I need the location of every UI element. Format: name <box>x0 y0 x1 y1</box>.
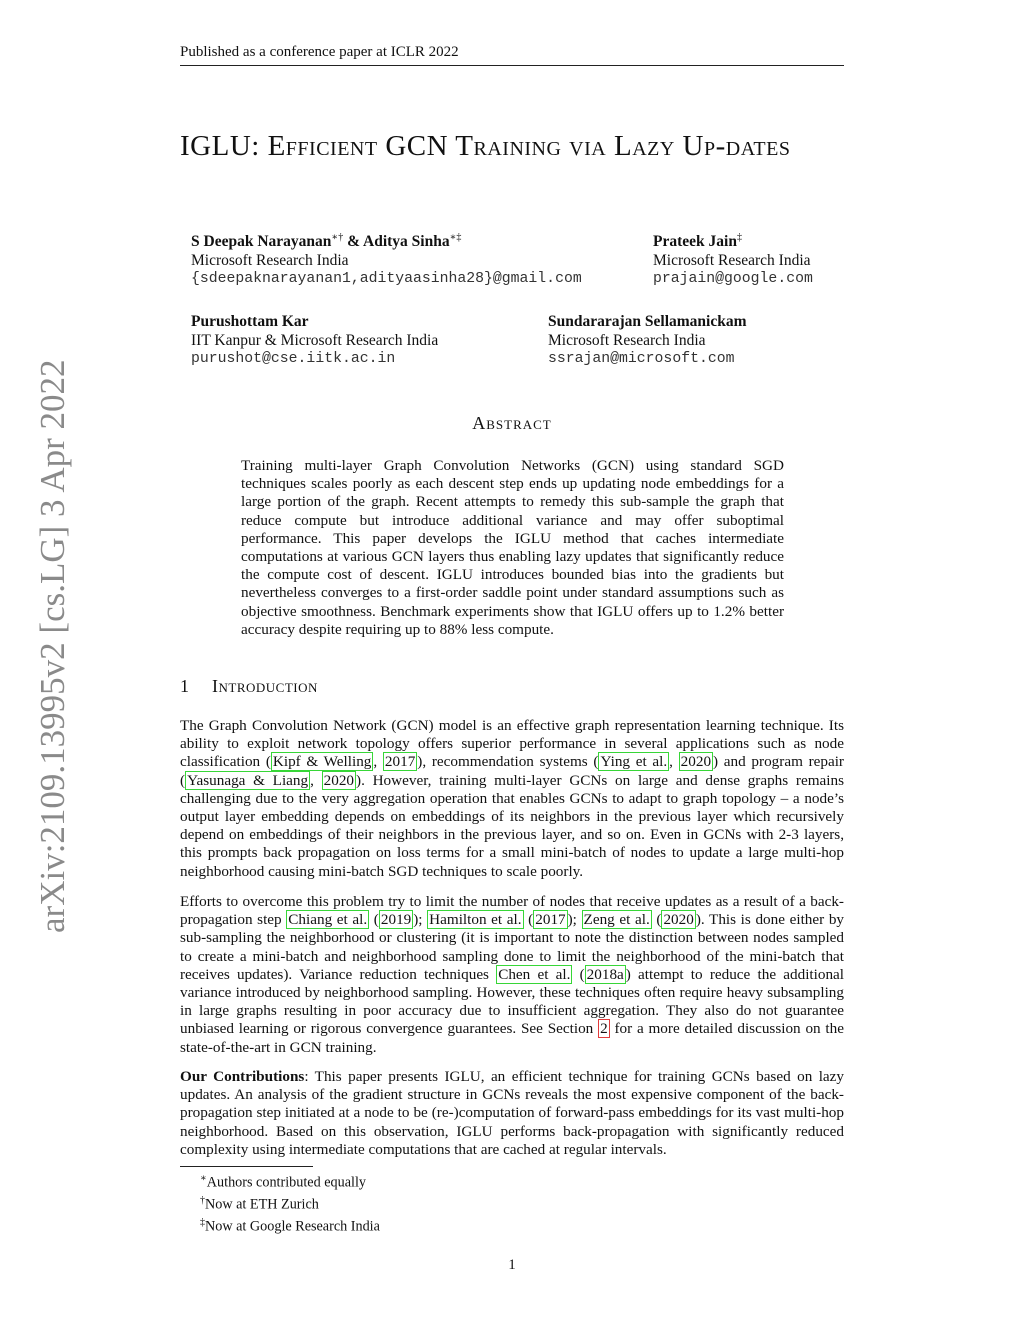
author-email[interactable]: prajain@google.com <box>653 271 813 288</box>
footnote-mark: ∗ <box>200 1173 207 1184</box>
text: ). However, training multi-layer GCNs on large and dense graphs remains challenging due to the very aggregation operation that enables GCNs to adapt to graph topology – a node’s output layer embedding depends on embeddings of its neighbors in the previous layer which recursively depend on embeddings of their neighbors in the previous layer, and so on. Even in GCNs with 2-3 layers, this prompts back propagation on loss terms for a small mini-batch of nodes to update a large multi-hop neighborhood causing mini-batch SGD techniques to scale poorly. <box>180 771 844 880</box>
author-mark: ∗† <box>331 232 344 243</box>
text: ( <box>651 911 662 929</box>
footnotes <box>200 1170 380 1237</box>
author-name: Prateek Jain <box>653 233 737 251</box>
text: ); <box>413 911 428 929</box>
abstract-body: Training multi-layer Graph Convolution Networks (GCN) using standard SGD techniques scales poorly as each descent step ends up updating node embeddings for a large portion of the graph. Recent attempts to remedy this sub-sample the graph that reduce compute but introduce additional variance and may offer suboptimal performance. This paper develops the IGLU method that caches intermediate computations at various GCN layers thus enabling lazy updates that significantly reduce the compute cost of descent. IGLU introduces bounded bias into the gradients but nevertheless converges to a first-order saddle point under standard assumptions such as objective smoothness. Benchmark experiments show that IGLU offers up to 1.2% better accuracy despite requiring up to 88% less compute. <box>241 457 784 638</box>
section-title: Introduction <box>212 676 318 696</box>
footnote <box>200 1214 380 1236</box>
running-header: Published as a conference paper at ICLR 2022 <box>180 44 459 60</box>
author-joiner: & <box>343 233 363 251</box>
author-name: Aditya Sinha <box>363 233 450 251</box>
author-block-1 <box>191 228 582 289</box>
footnote-mark: † <box>200 1195 205 1207</box>
citation-link[interactable]: Chiang et al. <box>288 911 368 929</box>
author-block-2 <box>653 228 813 289</box>
footnote-text: Authors contributed equally <box>206 1174 366 1191</box>
citation-link[interactable]: Hamilton et al. <box>429 911 522 929</box>
arxiv-stamp: arXiv:2109.13995v2 [cs.LG] 3 Apr 2022 <box>33 359 72 933</box>
author-mark: ‡ <box>736 232 742 243</box>
text: Efforts to overcome this problem try to limit the number of nodes that receive updates as a result of a back-propagation step <box>180 893 844 929</box>
intro-paragraph-3 <box>180 1068 844 1159</box>
text: : This paper presents IGLU, an efficient technique for training GCNs based on lazy updates. An analysis of the gradient structure in GCNs reveals the most expensive component of the back-propagation step initiated at a node to be (re-)computation of forward-pass embeddings for its vast multi-hop neighborhood. Based on this observation, IGLU performs back-propagation with significantly reduced complexity using intermediate computations that are cached at regular intervals. <box>180 1068 845 1158</box>
text: ( <box>369 911 379 929</box>
author-affiliation: Microsoft Research India <box>548 332 706 349</box>
text: , <box>373 753 383 771</box>
citation-link[interactable]: 2019 <box>380 911 412 929</box>
citation-link[interactable]: Chen et al. <box>498 965 571 983</box>
text: ) and program repair ( <box>180 753 844 789</box>
text: ( <box>572 965 585 983</box>
contributions-lead: Our Contributions <box>180 1068 305 1085</box>
citation-link[interactable]: Zeng et al. <box>583 911 650 929</box>
author-block-4 <box>548 312 747 369</box>
text: , <box>310 771 322 789</box>
citation-link[interactable]: 2020 <box>680 753 712 771</box>
citation-link[interactable]: 2020 <box>323 771 355 789</box>
title-prefix: IGLU: <box>180 130 268 162</box>
text: , <box>669 753 679 771</box>
author-email[interactable]: {sdeepaknarayanan1,adityaasinha28}@gmail.com <box>191 271 582 288</box>
text: ). This is done either by sub-sampling the neighborhood or clustering (it is important to note the distinction between nodes sampled to create a mini-batch and neighborhood sampling done to limit the neighborhood of the mini-batch that receives updates). Variance reduction techniques <box>180 911 845 983</box>
section-number: 1 <box>180 676 190 696</box>
title-rest: Efficient GCN Training via Lazy Up-dates <box>267 130 791 162</box>
text: The Graph Convolution Network (GCN) model is an effective graph representation learning technique. Its ability to exploit network topology offers superior performance in several applications such as node classification ( <box>180 717 844 771</box>
citation-link[interactable]: 2020 <box>663 911 694 929</box>
author-mark: ∗‡ <box>449 232 462 243</box>
paper-title <box>180 128 852 164</box>
citation-link[interactable]: Ying et al. <box>600 753 668 771</box>
footnote-text: Now at Google Research India <box>205 1219 380 1236</box>
author-name: Sundararajan Sellamanickam <box>548 313 747 330</box>
citation-link[interactable]: 2017 <box>384 753 416 771</box>
citation-link[interactable]: 2017 <box>535 911 566 929</box>
citation-link[interactable]: Kipf & Welling <box>272 753 372 771</box>
header-rule <box>180 65 844 66</box>
citation-link[interactable]: 2018a <box>586 965 624 983</box>
author-affiliation: Microsoft Research India <box>191 252 349 270</box>
text: ), recommendation systems ( <box>417 753 599 771</box>
author-name: Purushottam Kar <box>191 313 309 330</box>
author-affiliation: Microsoft Research India <box>653 252 811 270</box>
abstract-heading: Abstract <box>472 413 552 433</box>
text: for a more detailed discussion on the state-of-the-art in GCN training. <box>180 1020 844 1056</box>
section-heading <box>180 676 844 697</box>
intro-paragraph-1 <box>180 717 844 881</box>
author-email[interactable]: ssrajan@microsoft.com <box>548 351 735 367</box>
footnote-text: Now at ETH Zurich <box>205 1196 319 1213</box>
author-affiliation: IIT Kanpur & Microsoft Research India <box>191 332 439 349</box>
citation-link[interactable]: Yasunaga & Liang <box>187 771 309 789</box>
author-name: S Deepak Narayanan <box>191 233 332 251</box>
footnote-mark: ‡ <box>200 1217 205 1229</box>
footnote <box>200 1170 380 1192</box>
author-email[interactable]: purushot@cse.iitk.ac.in <box>191 351 396 367</box>
text: ( <box>523 911 534 929</box>
text: ) attempt to reduce the additional variance introduced by neighborhood sampling. However, these techniques often require heavy subsampling in large graphs resulting in poor accuracy due to insufficient aggregation. They also do not guarantee unbiased learning or rigorous convergence guarantees. See Section <box>180 965 844 1038</box>
section-reference-link[interactable]: 2 <box>600 1020 608 1038</box>
author-block-3 <box>191 312 438 369</box>
page-number: 1 <box>508 1257 516 1273</box>
footnote <box>200 1192 380 1214</box>
intro-paragraph-2 <box>180 893 844 1057</box>
footnote-rule <box>180 1166 313 1167</box>
text: ); <box>567 911 582 929</box>
